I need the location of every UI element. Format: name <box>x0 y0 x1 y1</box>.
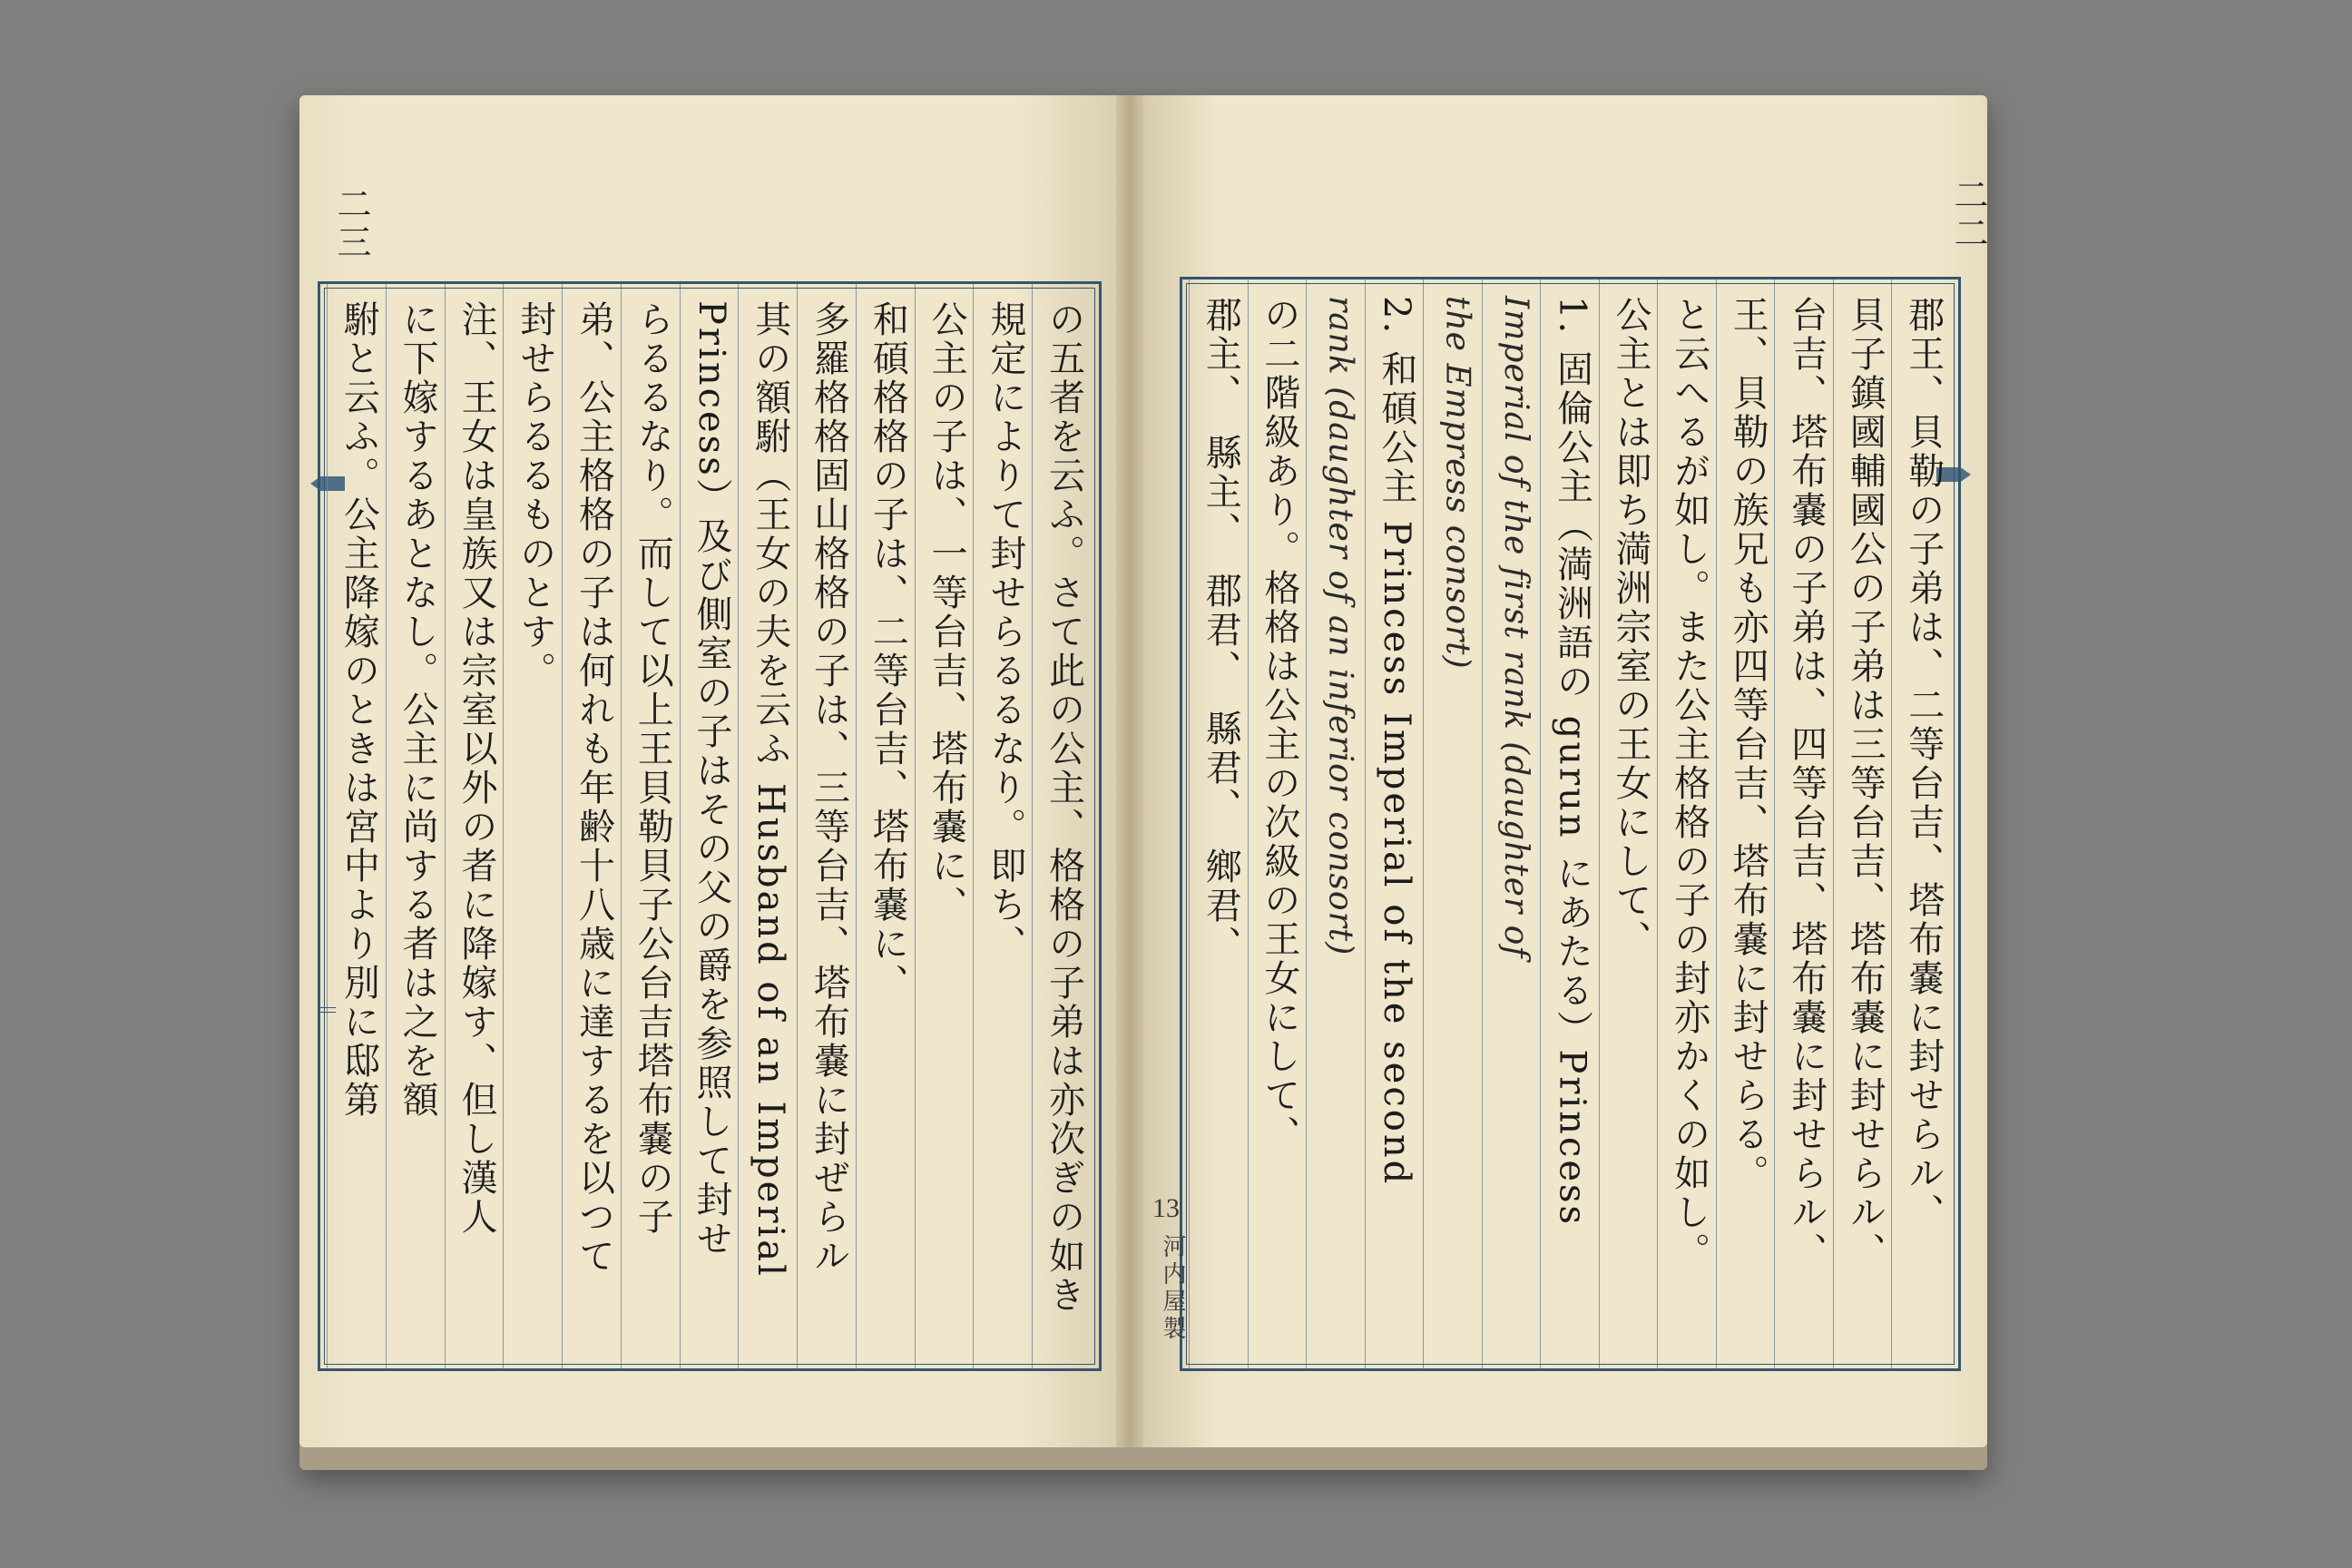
right-page-number: 二二 <box>1948 177 1988 253</box>
book-gutter <box>1116 95 1143 1447</box>
left-column-rule <box>973 284 974 1368</box>
right-column-rule <box>1306 279 1307 1368</box>
left-text-frame <box>318 281 1102 1371</box>
right-text-column: 公主とは即ち満洲宗室の王女にして、 <box>1610 296 1652 959</box>
left-text-column: 多羅格格固山格格の子は、三等台吉、塔布嚢に封ぜらル <box>808 300 850 1276</box>
left-text-column: 弟、公主格格の子は何れも年齢十八歳に達するを以つて <box>573 300 615 1276</box>
left-column-rule <box>562 284 563 1368</box>
right-column-rule <box>1657 279 1658 1368</box>
left-column-rule <box>503 284 504 1368</box>
left-column-rule <box>445 284 446 1368</box>
left-column-rule <box>915 284 916 1368</box>
right-column-rule <box>1423 279 1424 1368</box>
right-text-column: の二階級あり。格格は公主の次級の王女にして、 <box>1258 296 1300 1154</box>
right-text-column: Imperial of the first rank (daughter of <box>1496 296 1534 959</box>
left-text-column: Princess）及び側室の子はその父の爵を参照して封せ <box>691 300 732 1259</box>
left-text-column: 駙と云ふ。公主降嫁のときは宮中より別に邸第 <box>338 300 380 1120</box>
right-text-column: rank (daughter of an inferior consort) <box>1321 296 1359 956</box>
right-text-column: 王、貝勒の族兄も亦四等台吉、塔布嚢に封せらる。 <box>1727 296 1769 1193</box>
right-text-column: 1. 固倫公主（満洲語の gurun にあたる）Princess <box>1551 296 1593 1228</box>
right-text-column: 貝子鎮國輔國公の子弟は三等台吉、塔布嚢に封せらル、 <box>1844 296 1886 1271</box>
right-text-column: 郡主、 縣主、 郡君、 縣君、 鄉君、 <box>1200 296 1242 965</box>
left-text-column: 和碩格格の子は、二等台吉、塔布嚢に、 <box>867 300 909 1003</box>
right-text-column: と云へるが如し。また公主格格の子の封亦かくの如し。 <box>1668 296 1710 1271</box>
right-column-rule <box>1189 279 1190 1368</box>
right-text-column: 郡王、貝勒の子弟は、二等台吉、塔布嚢に封せらル、 <box>1902 296 1945 1232</box>
left-text-column: 其の額駙（王女の夫を云ふ Husband of an Imperial <box>749 300 791 1279</box>
left-column-rule <box>327 284 328 1368</box>
right-column-rule <box>1540 279 1541 1368</box>
footer-stamp-number: 13 <box>1152 1193 1180 1223</box>
left-text-column: の五者を云ふ。さて此の公主、格格の子弟は亦次ぎの如き <box>1043 300 1085 1315</box>
left-text-column: 封せらるるものとす。 <box>514 300 556 691</box>
right-column-rule <box>1891 279 1892 1368</box>
left-page <box>299 95 1116 1447</box>
left-column-rule <box>1032 284 1033 1368</box>
left-text-column: に下嫁するあとなし。公主に尚する者は之を額 <box>397 300 439 1120</box>
right-column-rule <box>1833 279 1834 1368</box>
right-column-rule <box>1716 279 1717 1368</box>
left-text-column: らるるなり。而して以上王貝勒貝子公台吉塔布嚢の子 <box>632 300 674 1237</box>
left-text-column: 注、王女は皇族又は宗室以外の者に降嫁す、但し漢人 <box>455 300 497 1237</box>
right-column-rule <box>1365 279 1366 1368</box>
left-column-rule <box>797 284 798 1368</box>
open-book <box>299 95 1987 1470</box>
right-page <box>1143 95 1987 1447</box>
right-text-column: the Empress consort) <box>1438 296 1476 670</box>
left-column-rule <box>386 284 387 1368</box>
right-column-rule <box>1774 279 1775 1368</box>
right-column-rule <box>1482 279 1483 1368</box>
left-text-column: 公主の子は、一等台吉、塔布嚢に、 <box>926 300 968 925</box>
left-margin-mark <box>318 1007 336 1013</box>
right-text-frame <box>1180 277 1961 1371</box>
right-text-column: 台吉、塔布嚢の子弟は、四等台吉、塔布嚢に封せらル、 <box>1785 296 1828 1271</box>
left-column-rule <box>738 284 739 1368</box>
left-column-rule <box>680 284 681 1368</box>
left-column-rule <box>621 284 622 1368</box>
left-page-number: 二三 <box>331 186 371 262</box>
right-column-rule <box>1248 279 1249 1368</box>
right-column-rule <box>1599 279 1600 1368</box>
footer-stamp-maker: 河内屋製 <box>1160 1234 1186 1343</box>
right-text-column: 2. 和碩公主 Princess Imperial of the second <box>1375 296 1417 1187</box>
left-text-column: 規定によりて封せらるるなり。即ち、 <box>984 300 1026 964</box>
left-column-rule <box>856 284 857 1368</box>
